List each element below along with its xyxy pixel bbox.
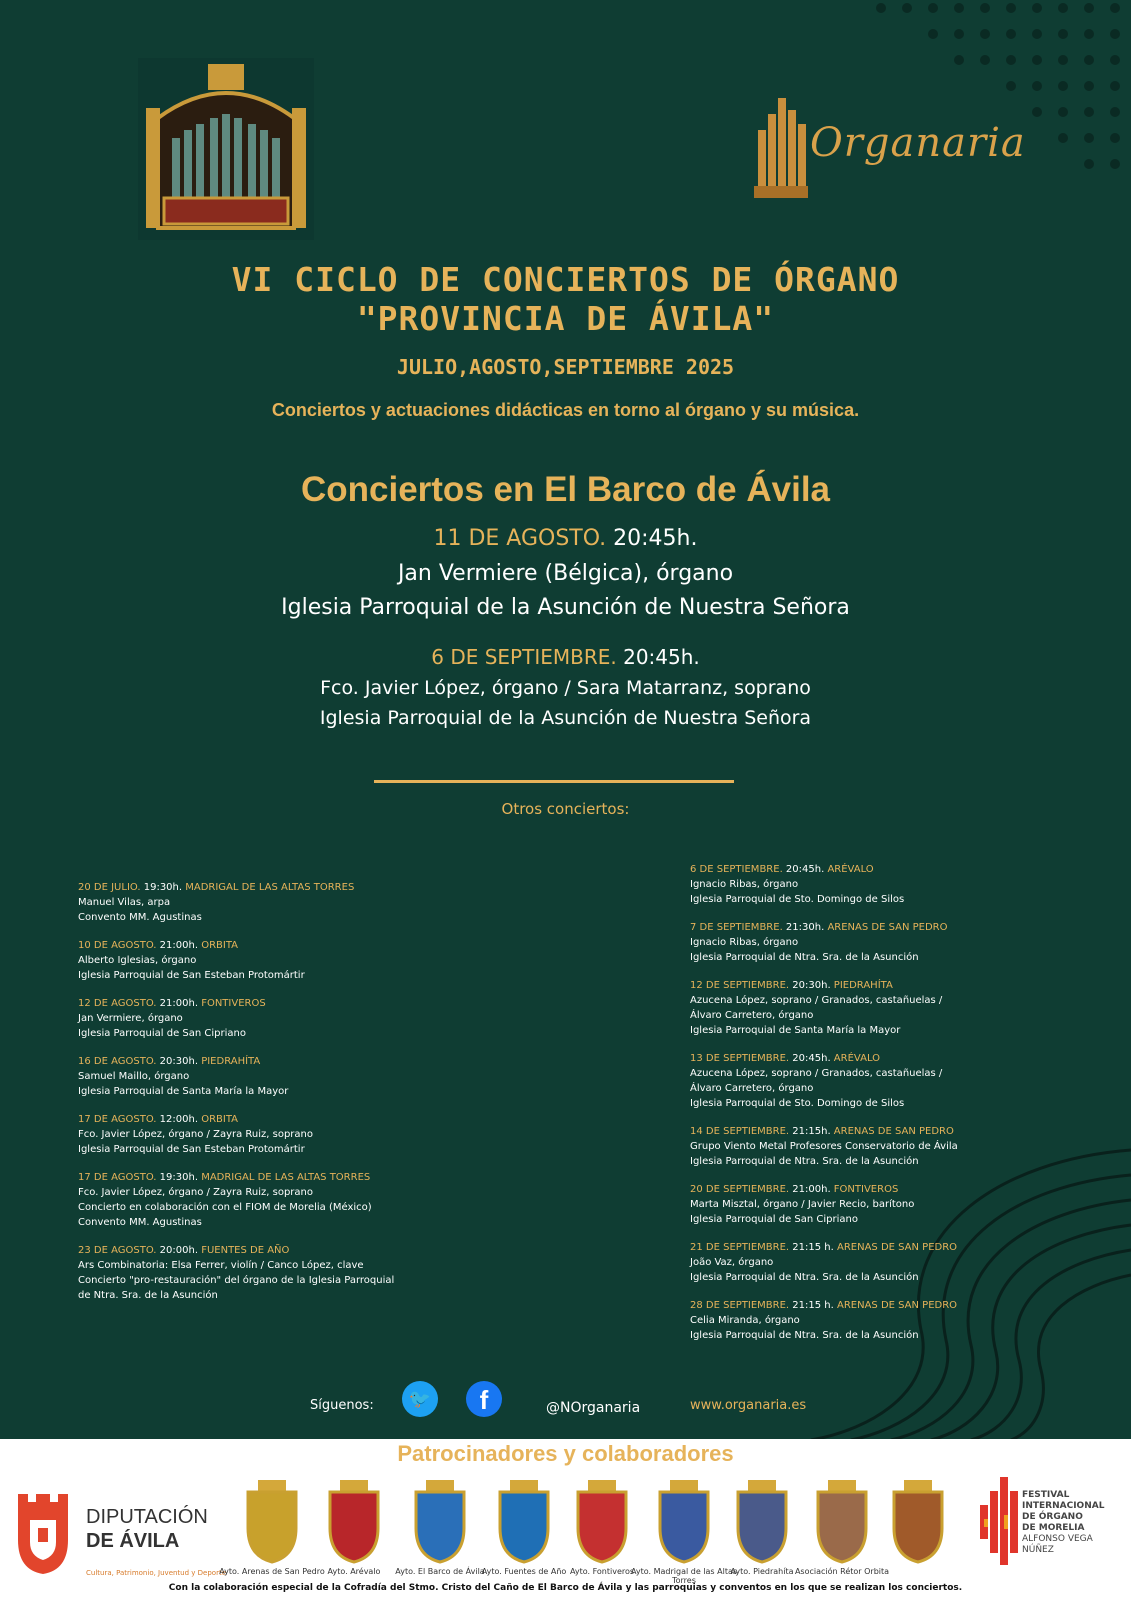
event-header (78, 1112, 498, 1127)
event-time: 20:00h. (156, 1245, 199, 1256)
festival-line-2: INTERNACIONAL (1022, 1501, 1105, 1511)
event-detail: Iglesia Parroquial de Santa María la Mayor (690, 1025, 901, 1036)
event-detail: Concierto en colaboración con el FIOM de Morelia (México) (78, 1202, 372, 1213)
event-place: ARENAS DE SAN PEDRO (833, 1242, 958, 1253)
event-place: ARÉVALO (824, 864, 874, 875)
event-date: 12 DE SEPTIEMBRE. (690, 980, 790, 991)
municipal-shield-icon (240, 1478, 304, 1564)
sponsor-label: Ayto. Madrigal de las Altas Torres (630, 1567, 738, 1585)
event-header (690, 1051, 1110, 1066)
event-detail: Manuel Vilas, arpa (78, 897, 171, 908)
event-place: FUENTES DE AÑO (198, 1245, 290, 1256)
event-detail: Álvaro Carretero, órgano (690, 1010, 814, 1021)
event-place: MADRIGAL DE LAS ALTAS TORRES (198, 1172, 371, 1183)
diputacion-shield-icon (14, 1490, 72, 1576)
event-detail: Iglesia Parroquial de San Esteban Protomártir (78, 970, 305, 981)
event-detail: Marta Misztal, órgano / Javier Recio, barítono (690, 1199, 915, 1210)
municipal-shield-icon (730, 1478, 794, 1564)
event-detail: Samuel Maillo, órgano (78, 1071, 190, 1082)
sponsor-label: Ayto. Arenas de San Pedro (219, 1567, 325, 1576)
event-header (78, 1170, 498, 1185)
event-item (690, 1240, 1110, 1285)
event-date: 21 DE SEPTIEMBRE. (690, 1242, 790, 1253)
concert-2-date: 6 DE SEPTIEMBRE. (431, 645, 617, 669)
event-time: 20:45h. (782, 864, 825, 875)
event-item (690, 1124, 1110, 1169)
sponsors-title: Patrocinadores y colaboradores (397, 1441, 734, 1466)
other-concerts-heading: Otros conciertos: (501, 800, 630, 818)
event-date: 23 DE AGOSTO. (78, 1245, 157, 1256)
event-detail: Convento MM. Agustinas (78, 912, 202, 923)
event-item (690, 920, 1110, 965)
festival-line-5: ALFONSO VEGA (1022, 1534, 1093, 1544)
left-events-list (78, 880, 498, 1316)
event-detail: João Vaz, órgano (690, 1257, 774, 1268)
concert-1-time: 20:45h. (606, 526, 698, 551)
event-date: 12 DE AGOSTO. (78, 998, 157, 1009)
event-item (690, 1051, 1110, 1111)
event-detail: Iglesia Parroquial de Ntra. Sra. de la Asunción (690, 1156, 919, 1167)
right-events-list (690, 862, 1110, 1356)
event-place: FONTIVEROS (198, 998, 266, 1009)
sponsor-label: Ayto. Piedrahíta (730, 1567, 794, 1576)
event-detail: Ignacio Ribas, órgano (690, 879, 799, 890)
event-detail: Azucena López, soprano / Granados, castañuelas / (690, 995, 943, 1006)
festival-line-1: FESTIVAL (1022, 1490, 1070, 1500)
event-time: 21:15 h. (789, 1300, 834, 1311)
event-detail: de Ntra. Sra. de la Asunción (78, 1290, 218, 1301)
event-date: 17 DE AGOSTO. (78, 1172, 157, 1183)
brand-name: Organaria (810, 120, 1026, 166)
concert-2-datetime (0, 645, 1131, 669)
event-item (78, 1054, 498, 1099)
concert-1-venue: Iglesia Parroquial de la Asunción de Nuestra Señora (281, 595, 850, 620)
event-header (78, 880, 498, 895)
event-detail: Fco. Javier López, órgano / Zayra Ruiz, soprano (78, 1129, 314, 1140)
event-date: 20 DE SEPTIEMBRE. (690, 1184, 790, 1195)
event-place: ARÉVALO (830, 1053, 881, 1064)
website-link[interactable]: www.organaria.es (690, 1398, 807, 1413)
municipal-shield-icon (886, 1478, 950, 1564)
event-time: 19:30h. (140, 882, 183, 893)
event-detail: Iglesia Parroquial de Sto. Domingo de Silos (690, 1098, 905, 1109)
concert-1-date: 11 DE AGOSTO. (433, 526, 607, 551)
organaria-logo (752, 90, 1026, 202)
twitter-icon[interactable]: 🐦 (402, 1381, 438, 1417)
event-detail: Alberto Iglesias, órgano (78, 955, 197, 966)
barco-section-title: Conciertos en El Barco de Ávila (300, 470, 831, 509)
event-time: 21:15 h. (789, 1242, 834, 1253)
organ-pipes-icon (752, 90, 808, 202)
event-header (690, 978, 1110, 993)
footer-note: Con la colaboración especial de la Cofradía del Stmo. Cristo del Caño de El Barco de Ávila y las parroquias y conventos en los que se realizan los conciertos. (168, 1583, 963, 1593)
event-header (690, 862, 1110, 877)
event-place: ARENAS DE SAN PEDRO (824, 922, 948, 933)
event-item (78, 1112, 498, 1157)
event-header (690, 1298, 1110, 1313)
event-item (78, 880, 498, 925)
sponsor-label: Ayto. Fuentes de Año (481, 1567, 567, 1576)
event-detail: Concierto "pro-restauración" del órgano de la Iglesia Parroquial (78, 1275, 395, 1286)
event-detail: Ignacio Ribas, órgano (690, 937, 799, 948)
event-time: 21:00h. (789, 1184, 831, 1195)
event-date: 28 DE SEPTIEMBRE. (690, 1300, 790, 1311)
event-detail: Iglesia Parroquial de Ntra. Sra. de la Asunción (690, 1330, 919, 1341)
event-date: 20 DE JULIO. (78, 882, 141, 893)
festival-line-6: NÚÑEZ (1022, 1545, 1054, 1555)
municipal-shield-icon (408, 1478, 472, 1564)
event-date: 6 DE SEPTIEMBRE. (690, 864, 783, 875)
event-date: 14 DE SEPTIEMBRE. (690, 1126, 790, 1137)
event-item (690, 1298, 1110, 1343)
concert-2-time: 20:45h. (616, 645, 700, 669)
event-time: 21:00h. (156, 940, 199, 951)
event-date: 10 DE AGOSTO. (78, 940, 157, 951)
event-time: 20:30h. (789, 980, 831, 991)
social-handle[interactable]: @NOrganaria (546, 1400, 641, 1416)
concert-1-datetime (0, 526, 1131, 551)
event-item (690, 862, 1110, 907)
title-line-2: "PROVINCIA DE ÁVILA" (356, 299, 775, 338)
title-line-1: VI CICLO DE CONCIERTOS DE ÓRGANO (231, 260, 900, 299)
event-detail: Grupo Viento Metal Profesores Conservatorio de Ávila (690, 1141, 958, 1152)
event-time: 21:00h. (156, 998, 199, 1009)
event-header (78, 1243, 498, 1258)
municipal-shield-icon (322, 1478, 386, 1564)
event-time: 12:00h. (156, 1114, 199, 1125)
diputacion-name (86, 1505, 208, 1553)
event-item (78, 1170, 498, 1230)
social-bar (0, 1378, 1131, 1418)
sponsor-label: Ayto. Fontiveros (569, 1567, 635, 1576)
event-header (78, 1054, 498, 1069)
event-item (78, 1243, 498, 1303)
municipal-shield-icon (570, 1478, 634, 1564)
event-time: 19:30h. (156, 1172, 199, 1183)
event-detail: Celia Miranda, órgano (690, 1315, 800, 1326)
diputacion-tagline: Cultura, Patrimonio, Juventud y Deporte (86, 1569, 227, 1577)
event-detail: Ars Combinatoria: Elsa Ferrer, violín / Canco López, clave (78, 1260, 364, 1271)
event-place: FONTIVEROS (830, 1184, 899, 1195)
diputacion-line-1: DIPUTACIÓN (86, 1506, 208, 1528)
event-header (78, 996, 498, 1011)
event-place: PIEDRAHÍTA (198, 1056, 261, 1067)
concert-2-performers: Fco. Javier López, órgano / Sara Matarranz, soprano (320, 677, 811, 699)
event-date: 7 DE SEPTIEMBRE. (690, 922, 783, 933)
event-date: 13 DE SEPTIEMBRE. (690, 1053, 790, 1064)
months-line: JULIO,AGOSTO,SEPTIEMBRE 2025 (396, 355, 735, 379)
follow-label: Síguenos: (310, 1398, 374, 1413)
event-date: 16 DE AGOSTO. (78, 1056, 157, 1067)
concert-1-performers: Jan Vermiere (Bélgica), órgano (397, 561, 734, 586)
event-place: ORBITA (198, 940, 238, 951)
festival-line-4: DE MORELIA (1022, 1523, 1085, 1533)
event-place: ARENAS DE SAN PEDRO (830, 1126, 954, 1137)
event-detail: Fco. Javier López, órgano / Zayra Ruiz, soprano (78, 1187, 314, 1198)
event-detail: Jan Vermiere, órgano (78, 1013, 183, 1024)
event-header (78, 938, 498, 953)
event-time: 21:15h. (789, 1126, 831, 1137)
event-time: 20:30h. (156, 1056, 199, 1067)
event-detail: Iglesia Parroquial de Sto. Domingo de Silos (690, 894, 905, 905)
event-header (690, 920, 1110, 935)
event-place: ORBITA (198, 1114, 238, 1125)
event-detail: Azucena López, soprano / Granados, castañuelas / (690, 1068, 943, 1079)
subtitle: Conciertos y actuaciones didácticas en torno al órgano y su música. (271, 400, 860, 420)
municipal-shield-icon (810, 1478, 874, 1564)
municipal-shield-icon (652, 1478, 716, 1564)
event-detail: Álvaro Carretero, órgano (690, 1083, 814, 1094)
sponsor-label: Asociación Rétor Orbita (794, 1567, 890, 1576)
event-header (690, 1124, 1110, 1139)
facebook-icon[interactable]: f (466, 1381, 502, 1417)
event-detail: Convento MM. Agustinas (78, 1217, 202, 1228)
event-item (690, 978, 1110, 1038)
event-detail: Iglesia Parroquial de Ntra. Sra. de la Asunción (690, 952, 919, 963)
event-time: 20:45h. (789, 1053, 831, 1064)
organ-illustration (138, 58, 314, 240)
municipal-shield-icon (492, 1478, 556, 1564)
section-divider (374, 780, 734, 783)
event-detail: Iglesia Parroquial de Santa María la Mayor (78, 1086, 289, 1097)
event-place: PIEDRAHÍTA (830, 980, 893, 991)
event-header (690, 1182, 1110, 1197)
event-detail: Iglesia Parroquial de San Esteban Protomártir (78, 1144, 305, 1155)
event-detail: Iglesia Parroquial de Ntra. Sra. de la Asunción (690, 1272, 919, 1283)
sponsor-label: Ayto. El Barco de Ávila (395, 1567, 485, 1576)
event-detail: Iglesia Parroquial de San Cipriano (78, 1028, 246, 1039)
event-item (78, 938, 498, 983)
event-header (690, 1240, 1110, 1255)
festival-line-3: DE ÓRGANO (1022, 1512, 1083, 1522)
event-time: 21:30h. (782, 922, 825, 933)
festival-name (1022, 1490, 1131, 1556)
event-place: ARENAS DE SAN PEDRO (833, 1300, 958, 1311)
diputacion-line-2: DE ÁVILA (86, 1530, 180, 1552)
sponsor-label: Ayto. Arévalo (327, 1567, 381, 1576)
event-place: MADRIGAL DE LAS ALTAS TORRES (182, 882, 355, 893)
event-item (78, 996, 498, 1041)
concert-2-venue: Iglesia Parroquial de la Asunción de Nuestra Señora (319, 707, 812, 729)
event-item (690, 1182, 1110, 1227)
event-detail: Iglesia Parroquial de San Cipriano (690, 1214, 858, 1225)
event-date: 17 DE AGOSTO. (78, 1114, 157, 1125)
